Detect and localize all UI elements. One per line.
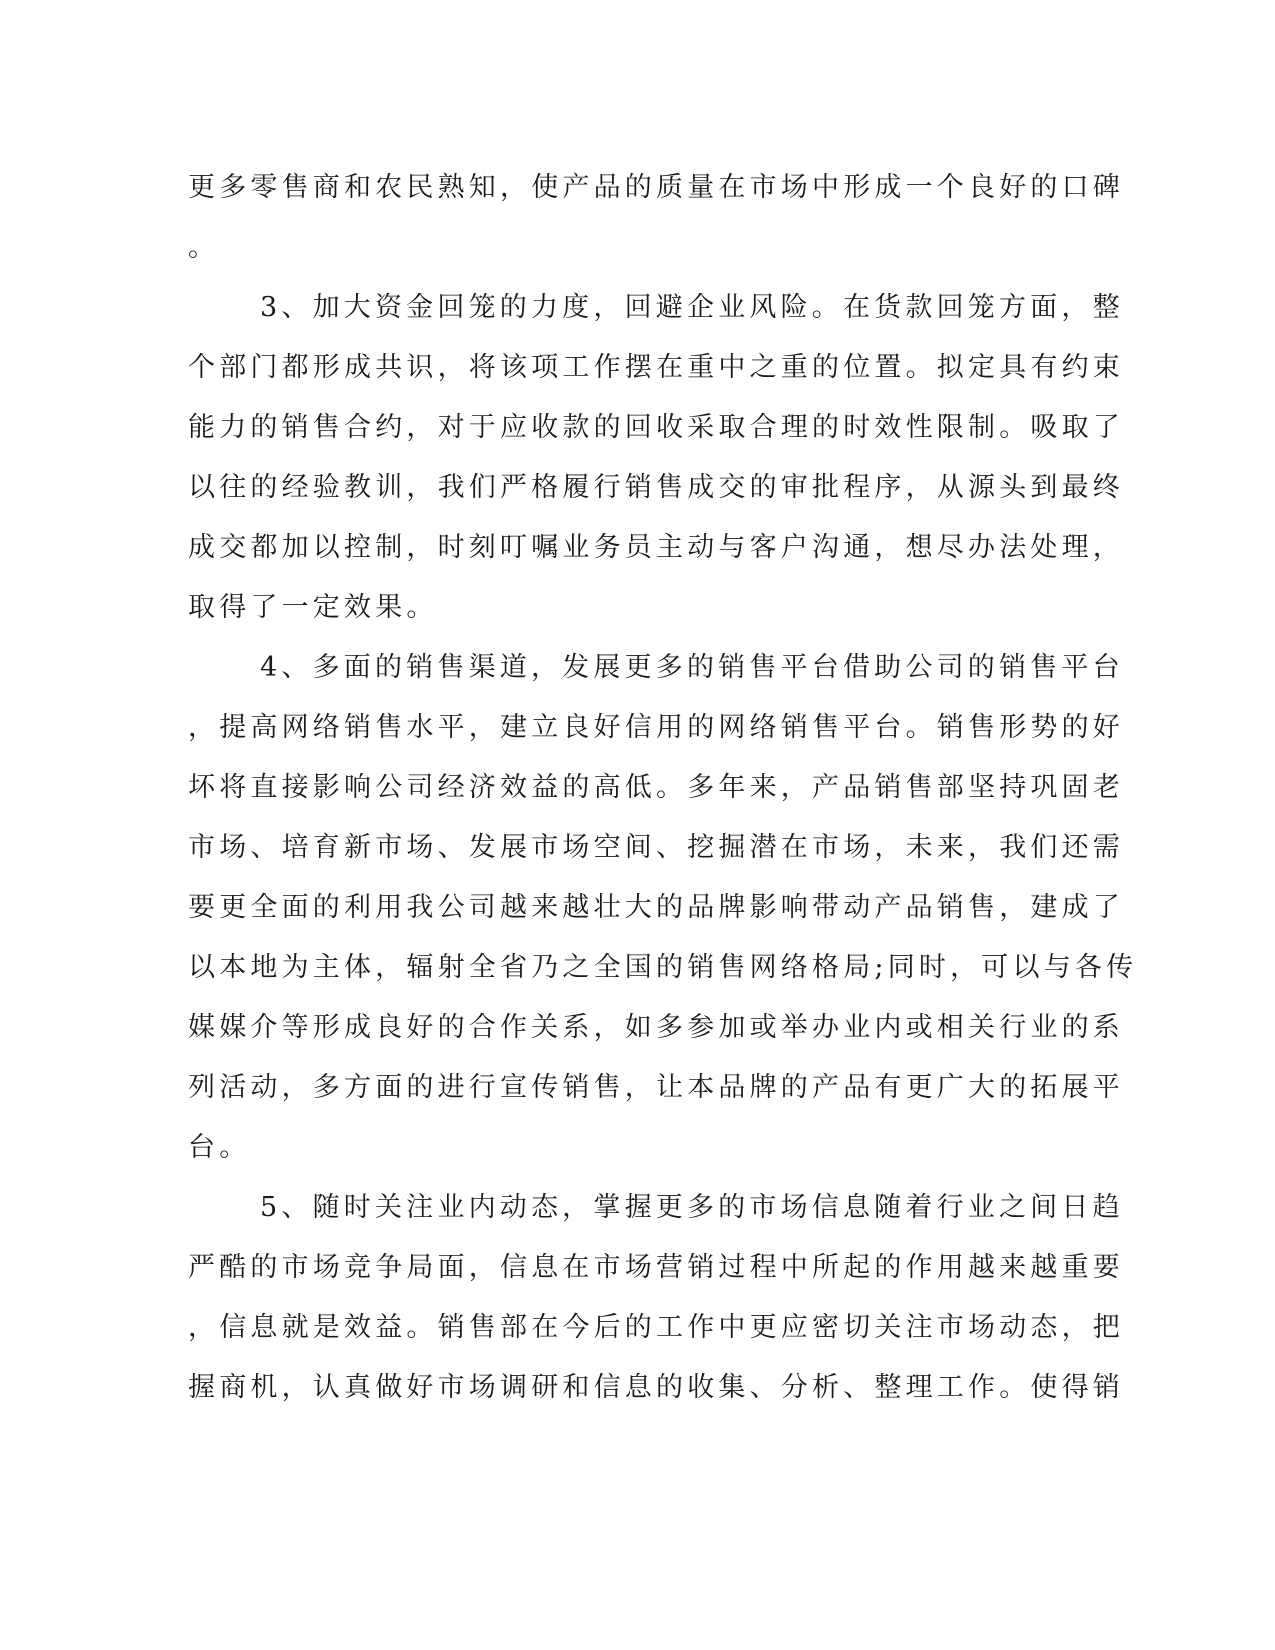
text-line: 媒媒介等形成良好的合作关系，如多参加或举办业内或相关行业的系	[188, 1012, 1124, 1043]
text-line: 成交都加以控制，时刻叮嘱业务员主动与客户沟通，想尽办法处理，	[188, 532, 1124, 563]
text-line: 台。	[188, 1132, 251, 1163]
paragraph-5-start: 5、随时关注业内动态，掌握更多的市场信息随着行业之间日趋	[260, 1192, 1124, 1223]
text-line: 列活动，多方面的进行宣传销售，让本品牌的产品有更广大的拓展平	[188, 1072, 1124, 1103]
text-line: 市场、培育新市场、发展市场空间、挖掘潜在市场，未来，我们还需	[188, 832, 1124, 863]
text-line: 要更全面的利用我公司越来越壮大的品牌影响带动产品销售，建成了	[188, 892, 1124, 923]
text-line: 握商机，认真做好市场调研和信息的收集、分析、整理工作。使得销	[188, 1372, 1124, 1403]
text-line: 严酷的市场竞争局面，信息在市场营销过程中所起的作用越来越重要	[188, 1252, 1124, 1283]
text-line: 以本地为主体，辐射全省乃之全国的销售网络格局;同时，可以与各传	[188, 952, 1138, 983]
text-line: 以往的经验教训，我们严格履行销售成交的审批程序，从源头到最终	[188, 472, 1124, 503]
text-line: 。	[188, 232, 220, 263]
body-text	[188, 158, 1138, 1418]
text-line: 坏将直接影响公司经济效益的高低。多年来，产品销售部坚持巩固老	[188, 772, 1124, 803]
text-line: 能力的销售合约，对于应收款的回收采取合理的时效性限制。吸取了	[188, 412, 1124, 443]
text-line: ，提高网络销售水平，建立良好信用的网络销售平台。销售形势的好	[188, 712, 1124, 743]
paragraph-4-start: 4、多面的销售渠道，发展更多的销售平台借助公司的销售平台	[260, 652, 1124, 683]
text-line: 个部门都形成共识，将该项工作摆在重中之重的位置。拟定具有约束	[188, 352, 1124, 383]
text-line: 取得了一定效果。	[188, 592, 438, 623]
text-line: ，信息就是效益。销售部在今后的工作中更应密切关注市场动态，把	[188, 1312, 1124, 1343]
text-line: 更多零售商和农民熟知，使产品的质量在市场中形成一个良好的口碑	[188, 172, 1124, 203]
paragraph-3-start: 3、加大资金回笼的力度，回避企业风险。在货款回笼方面，整	[260, 292, 1124, 323]
